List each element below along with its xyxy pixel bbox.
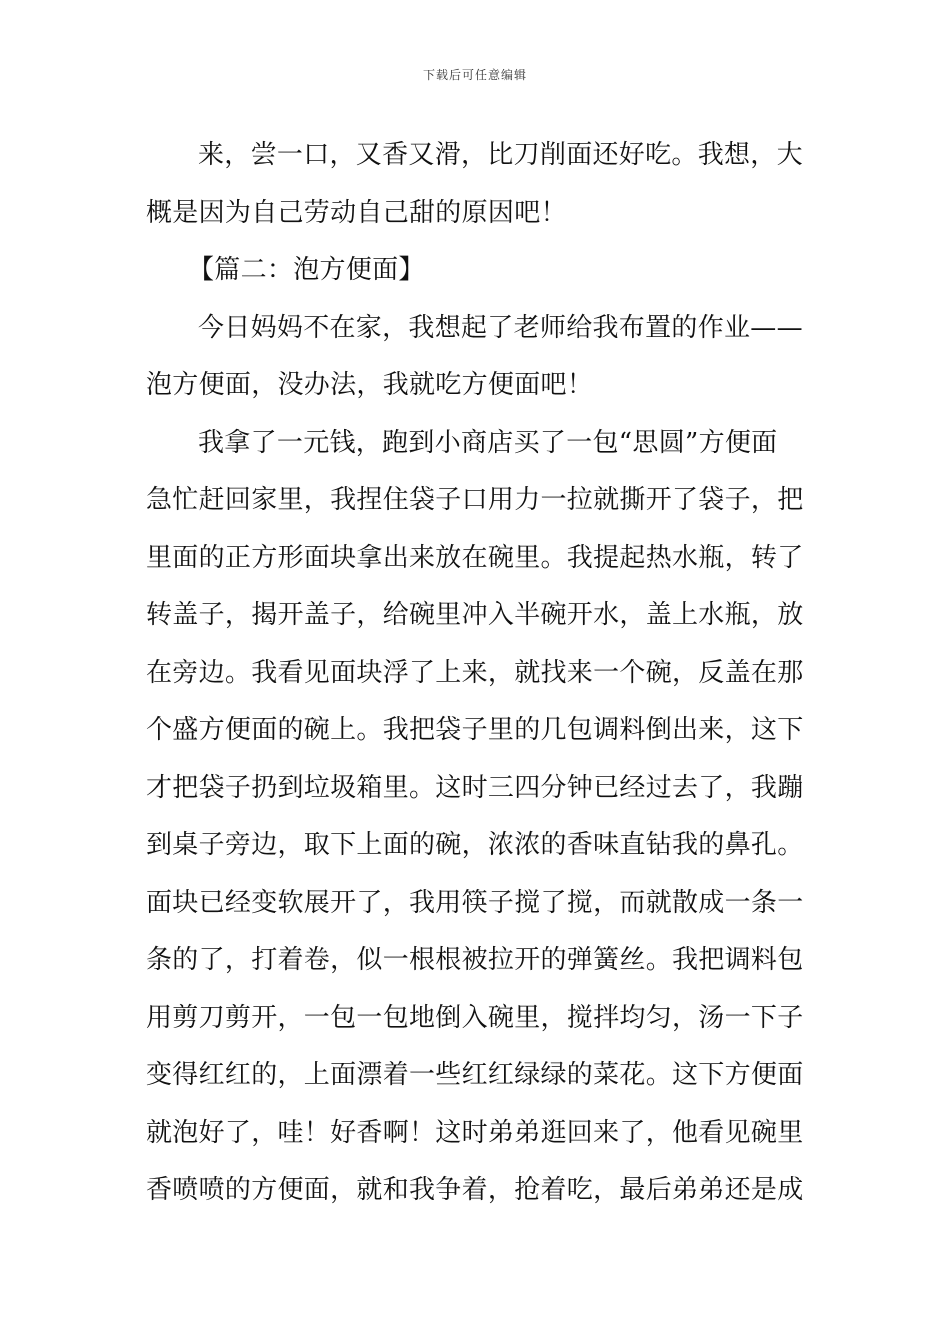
text-line: 来，尝一口，又香又滑，比刀削面还好吃。我想，大 xyxy=(198,140,803,170)
text-line: 今日妈妈不在家，我想起了老师给我布置的作业—— xyxy=(198,312,803,343)
text-line: 香喷喷的方便面，就和我争着，抢着吃，最后弟弟还是成 xyxy=(146,1175,804,1205)
text-line: 转盖子，揭开盖子，给碗里冲入半碗开水，盖上水瓶，放 xyxy=(146,600,804,630)
text-line: 泡方便面，没办法，我就吃方便面吧！ xyxy=(146,370,594,400)
text-line: 条的了，打着卷，似一根根被拉开的弹簧丝。我把调料包 xyxy=(146,945,804,975)
text-line: 就泡好了，哇！好香啊！这时弟弟逛回来了，他看见碗里 xyxy=(146,1117,804,1148)
text-line: 才把袋子扔到垃圾箱里。这时三四分钟已经过去了，我蹦 xyxy=(146,772,804,803)
text-line: 我拿了一元钱，跑到小商店买了一包“思圆”方便面 xyxy=(198,427,778,458)
section-heading: 【篇二：泡方便面】 xyxy=(188,255,425,285)
text-line: 变得红红的，上面漂着一些红红绿绿的菜花。这下方便面 xyxy=(146,1060,804,1090)
page-header-note: 下载后可任意编辑 xyxy=(422,68,527,82)
text-line: 面块已经变软展开了，我用筷子搅了搅，而就散成一条一 xyxy=(146,887,804,918)
text-line: 概是因为自己劳动自己甜的原因吧！ xyxy=(146,197,567,228)
text-line: 个盛方便面的碗上。我把袋子里的几包调料倒出来，这下 xyxy=(146,715,804,745)
document-body xyxy=(146,127,808,1220)
text-line: 急忙赶回家里，我捏住袋子口用力一拉就撕开了袋子，把 xyxy=(146,485,804,515)
text-line: 在旁边。我看见面块浮了上来，就找来一个碗，反盖在那 xyxy=(146,657,804,688)
text-line: 到桌子旁边，取下上面的碗，浓浓的香味直钻我的鼻孔。 xyxy=(146,830,804,860)
text-line: 用剪刀剪开，一包一包地倒入碗里，搅拌均匀，汤一下子 xyxy=(146,1002,804,1033)
text-line: 里面的正方形面块拿出来放在碗里。我提起热水瓶，转了 xyxy=(146,542,804,573)
